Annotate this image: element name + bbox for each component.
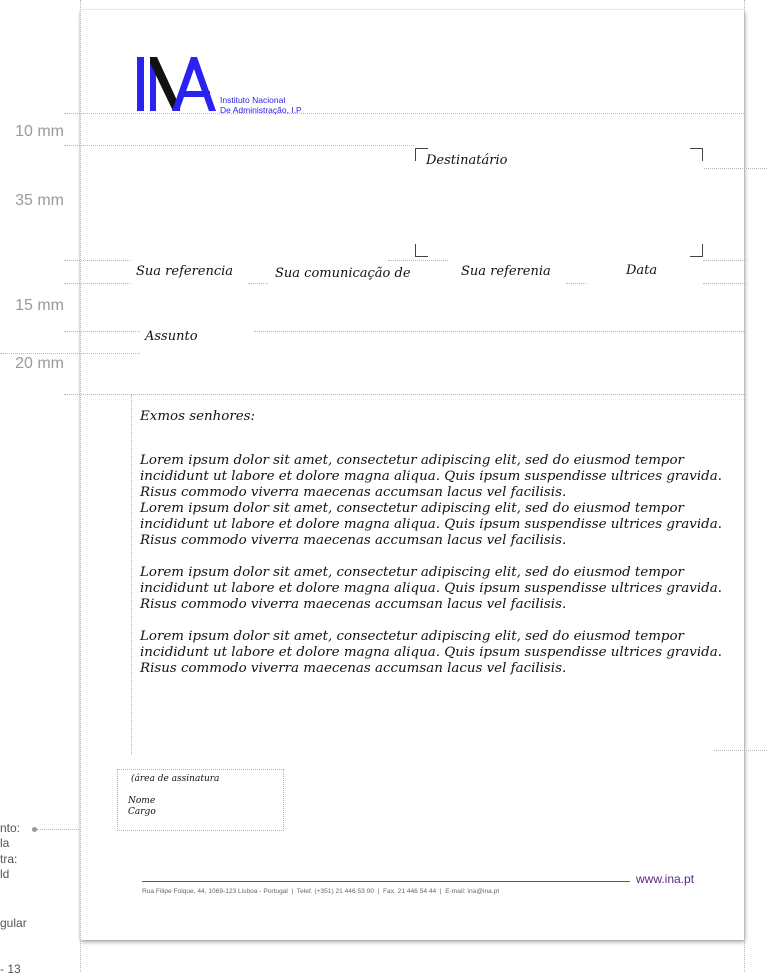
guide-h-4b [248, 283, 268, 284]
guide-h-7 [64, 394, 746, 395]
side-note-3: tra: [0, 852, 18, 866]
guide-right-edge [744, 0, 745, 972]
logo-line-1: Instituto Nacional [220, 95, 286, 105]
guide-h-8 [714, 750, 767, 751]
footer-website: www.ina.pt [636, 872, 695, 886]
body-paragraph-3: Lorem ipsum dolor sit amet, consectetur adipiscing elit, sed do eiusmod tempor incididunt ut labore et dolore magna aliqua. Quis ipsum suspendisse ultrices gravida. Risus commodo viverra maecenas accumsan lacus vel facilisis. [140, 629, 722, 676]
guide-h-1 [64, 113, 746, 114]
signature-role-label: Cargo [128, 807, 156, 817]
side-note-5: gular [0, 916, 27, 930]
guide-h-5a [64, 331, 140, 332]
footer-address: Rua Filipe Folque, 44, 1069-123 Lisboa - Portugal | Telef. (+351) 21 446 53 00 | Fax. 21 446 54 44 | E-mail: ina@ina.pt [142, 888, 500, 895]
guide-h-4c [388, 260, 448, 261]
side-note-4: ld [0, 867, 10, 881]
margin-label-20mm: 20 mm [15, 355, 64, 372]
salutation: Exmos senhores: [140, 409, 256, 424]
guide-text-margin [131, 395, 132, 755]
body-paragraph-1: Lorem ipsum dolor sit amet, consectetur adipiscing elit, sed do eiusmod tempor incididunt ut labore et dolore magna aliqua. Quis ipsum suspendisse ultrices gravida. Risus commodo viverra maecenas accumsan lacus vel facilisis. Lorem ipsum dolor sit amet, consectetur adipiscing elit, sed do eiusmod tempor incididunt ut labore et dolore magna aliqua. Quis ipsum suspendisse ultrices gravida. Risus commodo viverra maecenas accumsan lacus vel facilisis. [140, 453, 722, 548]
footer-rule [142, 881, 630, 882]
guide-h-2a [64, 145, 414, 146]
margin-label-15mm: 15 mm [15, 297, 64, 314]
date-label: Data [626, 263, 658, 278]
margin-label-35mm: 35 mm [15, 192, 64, 209]
guide-h-3a [64, 260, 130, 261]
signature-name-label: Nome [128, 796, 156, 806]
subject-label: Assunto [145, 329, 198, 344]
address-corner-tr [690, 148, 703, 161]
guide-h-5b [254, 331, 746, 332]
guide-h-6 [0, 353, 140, 354]
recipient-label: Destinatário [426, 153, 508, 168]
your-communication-label: Sua comunicação de [275, 266, 411, 281]
signature-area-label: (área de assinatura [131, 774, 220, 784]
body-paragraph-2: Lorem ipsum dolor sit amet, consectetur adipiscing elit, sed do eiusmod tempor incididunt ut labore et dolore magna aliqua. Quis ipsum suspendisse ultrices gravida. Risus commodo viverra maecenas accumsan lacus vel facilisis. [140, 565, 722, 612]
ina-logo-mark [136, 55, 216, 113]
address-corner-br [690, 244, 703, 257]
guide-h-2b [704, 168, 767, 169]
our-reference-label: Sua referenia [461, 264, 551, 279]
side-note-1: nto: [0, 821, 21, 835]
side-note-2: la [0, 836, 10, 850]
guide-h-4e [703, 283, 747, 284]
guide-h-3b [703, 260, 747, 261]
margin-label-10mm: 10 mm [15, 123, 64, 140]
address-corner-bl [415, 244, 428, 257]
logo-line-2: De Administração, I.P [220, 105, 302, 115]
logo-wordmark [220, 95, 302, 115]
guide-h-4a [64, 283, 130, 284]
your-reference-label: Sua referencia [136, 264, 234, 279]
guide-h-4d [566, 283, 586, 284]
side-note-6: - 13 [0, 962, 21, 976]
